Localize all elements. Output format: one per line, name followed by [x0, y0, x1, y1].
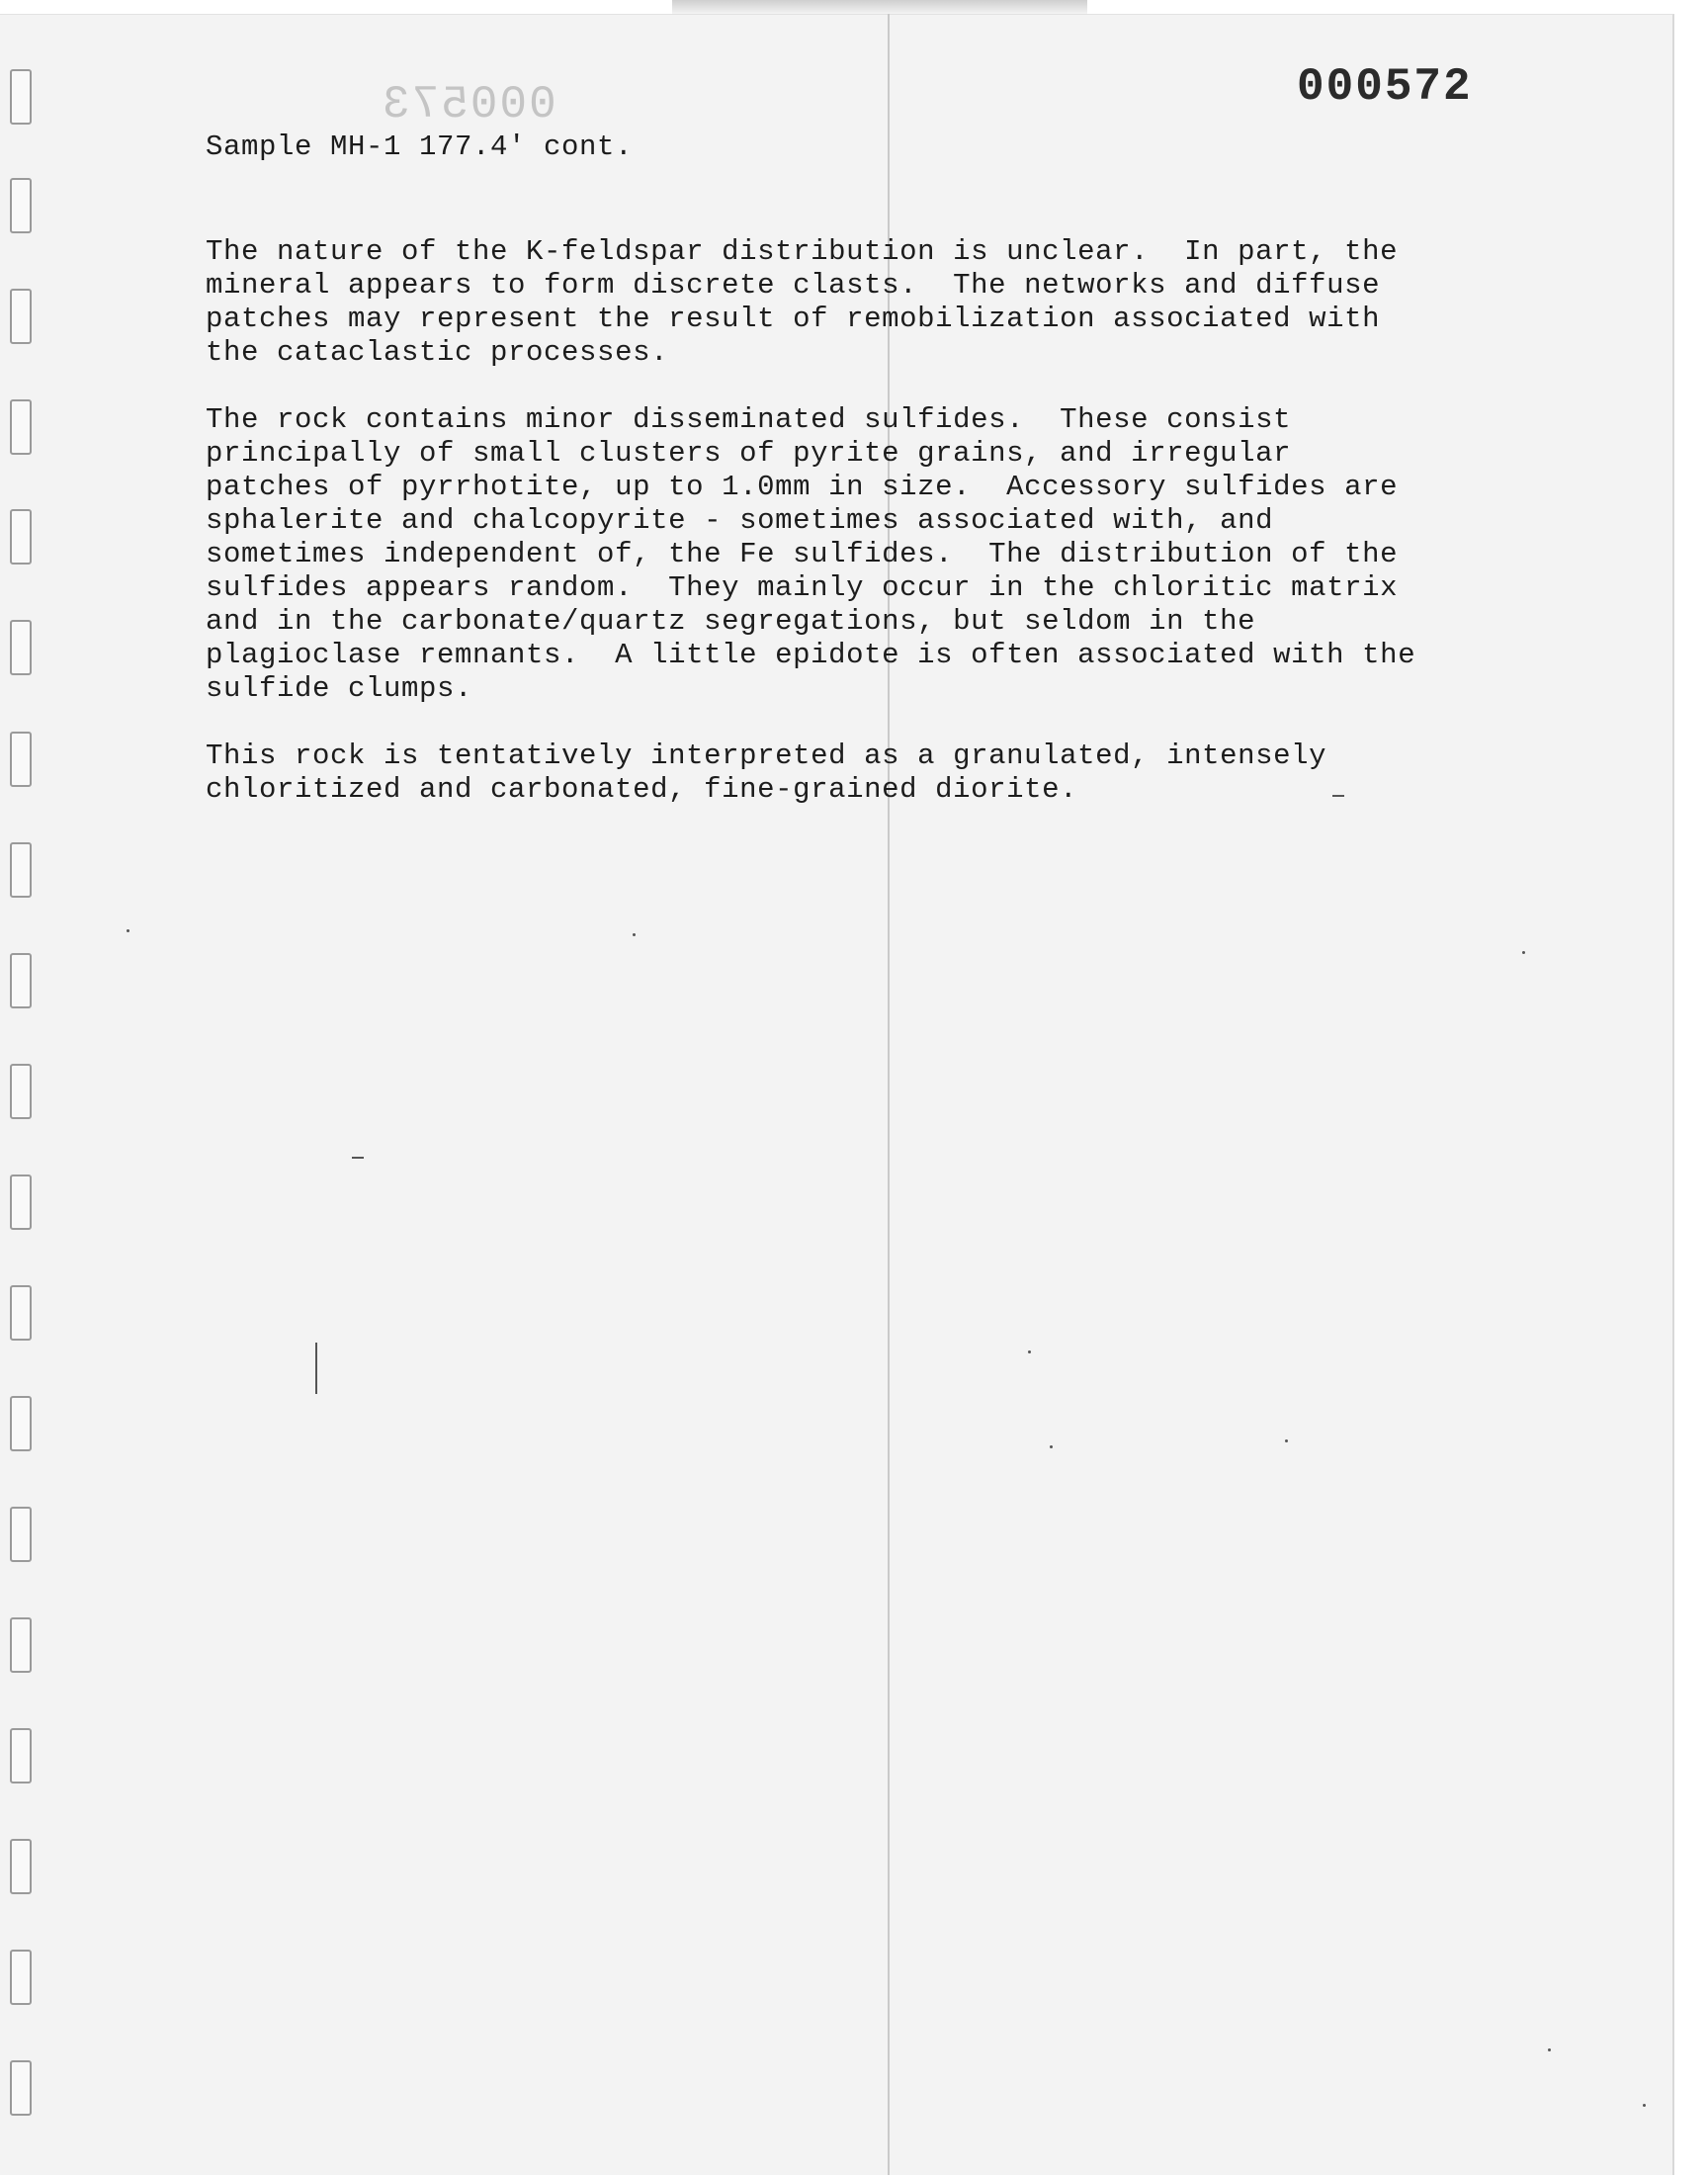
scan-shadow	[672, 0, 1087, 14]
binder-hole	[10, 2060, 32, 2116]
binder-hole	[10, 1507, 32, 1562]
paragraph-2: The rock contains minor disseminated sulfides. These consist principally of small clusters of pyrite grains, and irregular patches of pyrrhotite, up to 1.0mm in size. Accessory sulfides are sphalerite and chalcopyrite - sometimes associated with, and sometimes independent of, the Fe sulfides. The distribution of the sulfides appears random. They mainly occur in the chloritic matrix and in the carbonate/quartz segregations, but seldom in the plagioclase remnants. A little epidote is often associated with the sulfide clumps.	[206, 403, 1416, 705]
binder-hole	[10, 953, 32, 1008]
binder-hole	[10, 1396, 32, 1451]
paragraph-1: The nature of the K-feldspar distribution is unclear. In part, the mineral appears to form discrete clasts. The networks and diffuse patches may represent the result of remobilization associated with the cataclastic processes.	[206, 235, 1399, 369]
scan-mark	[1332, 795, 1344, 797]
binder-hole	[10, 69, 32, 125]
binder-hole	[10, 732, 32, 787]
bleed-through-number: 000573	[381, 79, 556, 130]
page-heading: Sample MH-1 177.4' cont.	[206, 130, 634, 163]
scan-mark	[315, 1343, 317, 1394]
paragraph-3: This rock is tentatively interpreted as a granulated, intensely chloritized and carbonated, fine-grained diorite.	[206, 740, 1327, 806]
scan-speck	[1643, 2104, 1646, 2107]
binder-hole	[10, 1064, 32, 1119]
scan-speck	[127, 929, 129, 932]
binder-hole	[10, 1285, 32, 1341]
binder-hole	[10, 1839, 32, 1894]
page-stamp-number: 000572	[1297, 61, 1473, 113]
binder-hole	[10, 620, 32, 675]
scan-speck	[1028, 1350, 1031, 1353]
scan-speck	[1548, 2048, 1551, 2051]
binder-hole	[10, 509, 32, 565]
scan-speck	[1285, 1439, 1288, 1442]
binder-hole	[10, 842, 32, 898]
binder-hole	[10, 178, 32, 233]
binder-hole	[10, 1950, 32, 2005]
scan-speck	[1050, 1445, 1053, 1448]
scan-mark	[352, 1157, 364, 1159]
scan-speck	[1522, 951, 1525, 954]
scan-speck	[633, 933, 636, 936]
binder-hole	[10, 1617, 32, 1673]
binder-hole	[10, 289, 32, 344]
binder-hole	[10, 399, 32, 455]
binder-hole	[10, 1728, 32, 1784]
binder-hole	[10, 1174, 32, 1230]
